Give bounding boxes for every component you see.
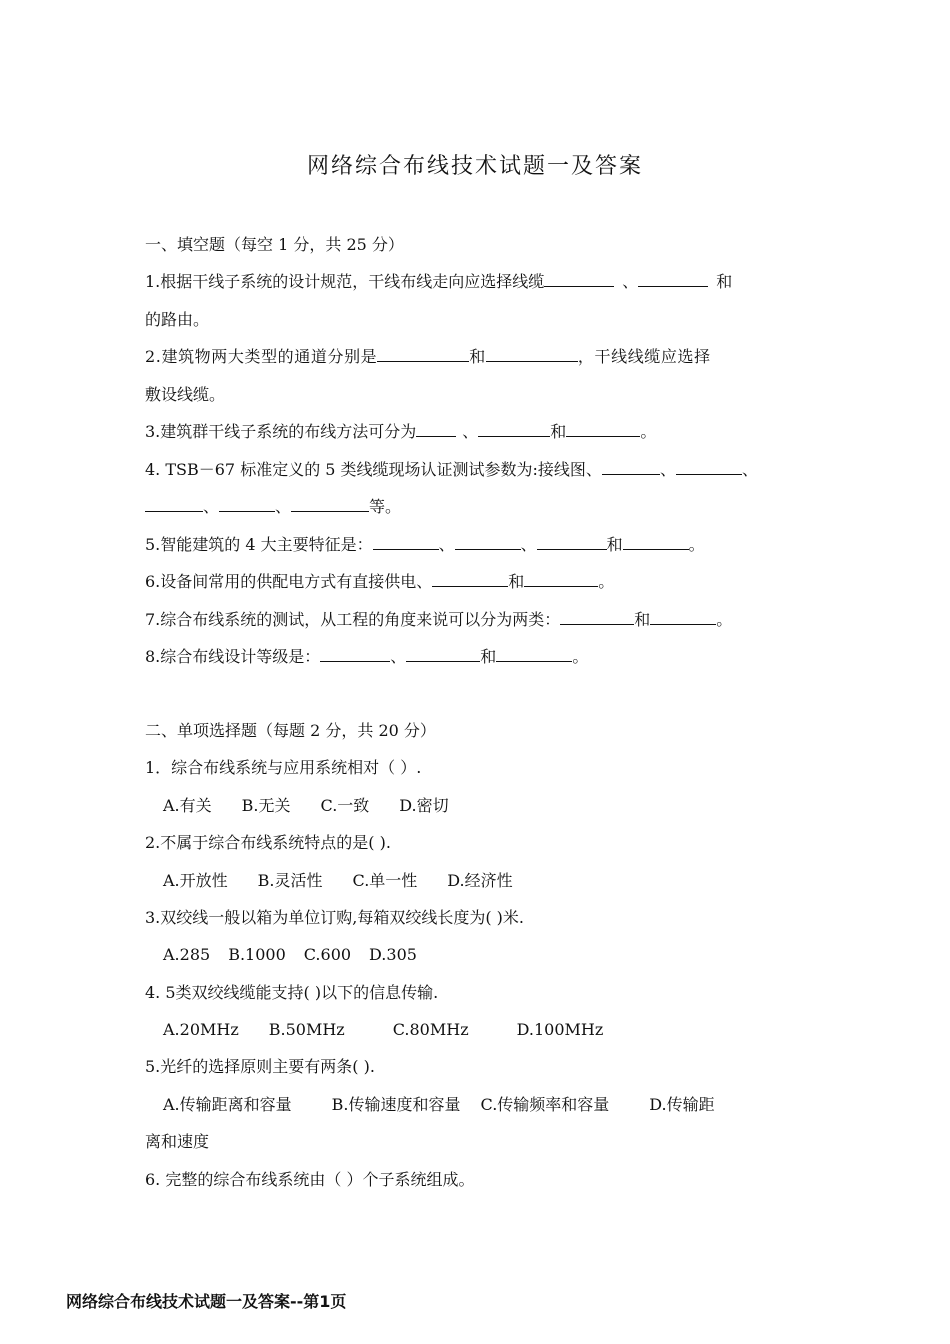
answer-blank[interactable] xyxy=(496,646,572,662)
mc-question-5: 5.光纤的选择原则主要有两条( ). xyxy=(145,1057,375,1076)
answer-blank[interactable] xyxy=(602,459,660,475)
option-a[interactable]: A.285 xyxy=(163,945,211,964)
option-d[interactable]: D.传输距 xyxy=(649,1095,715,1114)
mc-question-5-options xyxy=(163,1094,828,1116)
option-b[interactable]: B.传输速度和容量 xyxy=(331,1095,461,1114)
question-4-line2: 、 、 等。 xyxy=(145,496,810,518)
option-b[interactable]: B.无关 xyxy=(241,796,291,815)
question-4-line1: 4. TSB－67 标准定义的 5 类线缆现场认证测试参数为:接线图、 、 、 xyxy=(145,460,758,479)
answer-blank[interactable] xyxy=(566,421,640,437)
mc-question-3: 3.双绞线一般以箱为单位订购,每箱双绞线长度为( )米. xyxy=(145,908,525,927)
document-title: 网络综合布线技术试题一及答案 xyxy=(306,154,643,179)
answer-blank[interactable] xyxy=(219,496,275,512)
option-d[interactable]: D.100MHz xyxy=(516,1020,604,1039)
question-2-line2: 敷设线缆。 xyxy=(145,385,226,404)
option-b[interactable]: B.1000 xyxy=(228,945,286,964)
question-8: 8.综合布线设计等级是： 、 和 。 xyxy=(145,647,589,666)
option-c[interactable]: C.一致 xyxy=(320,796,370,815)
option-a[interactable]: A.20MHz xyxy=(163,1020,239,1039)
option-d[interactable]: D.305 xyxy=(369,945,417,964)
option-a[interactable]: A.有关 xyxy=(163,796,212,815)
mc-question-4-options xyxy=(163,1019,828,1041)
option-b[interactable]: B.50MHz xyxy=(268,1020,345,1039)
option-d[interactable]: D.密切 xyxy=(399,796,449,815)
question-1-line1: 1.根据干线子系统的设计规范，干线布线走向应选择线缆 、 和 xyxy=(145,272,733,291)
answer-blank[interactable] xyxy=(623,534,689,550)
mc-question-1: 1．综合布线系统与应用系统相对（ ）. xyxy=(145,758,422,777)
question-3: 3.建筑群干线子系统的布线方法可分为 、 和 。 xyxy=(145,422,657,441)
option-c[interactable]: C.80MHz xyxy=(392,1020,469,1039)
answer-blank[interactable] xyxy=(406,646,480,662)
option-d[interactable]: D.经济性 xyxy=(447,871,513,890)
mc-question-4: 4. 5类双绞线缆能支持( )以下的信息传输. xyxy=(145,983,439,1002)
mc-question-2-options xyxy=(163,870,828,892)
answer-blank[interactable] xyxy=(486,346,578,362)
section1-heading: 一、填空题（每空 1 分，共 25 分） xyxy=(145,235,404,254)
question-1-line2: 的路由。 xyxy=(145,310,210,329)
mc-question-2: 2.不属于综合布线系统特点的是( ). xyxy=(145,833,391,852)
answer-blank[interactable] xyxy=(320,646,390,662)
mc-question-5-continued: 离和速度 xyxy=(145,1132,210,1151)
answer-blank[interactable] xyxy=(478,421,550,437)
answer-blank[interactable] xyxy=(676,459,742,475)
answer-blank[interactable] xyxy=(544,271,614,287)
answer-blank[interactable] xyxy=(560,609,634,625)
answer-blank[interactable] xyxy=(145,496,203,512)
mc-question-3-options xyxy=(163,944,828,966)
option-b[interactable]: B.灵活性 xyxy=(257,871,323,890)
question-2-line1: 2.建筑物两大类型的通道分别是 和 ，干线线缆应选择 xyxy=(145,347,711,366)
answer-blank[interactable] xyxy=(432,571,508,587)
answer-blank[interactable] xyxy=(524,571,598,587)
option-c[interactable]: C.600 xyxy=(303,945,352,964)
question-6: 6.设备间常用的供配电方式有直接供电、 和 。 xyxy=(145,572,615,591)
question-7: 7.综合布线系统的测试，从工程的角度来说可以分为两类： 和 。 xyxy=(145,610,733,629)
question-5: 5.智能建筑的 4 大主要特征是： 、 、 和 。 xyxy=(145,535,705,554)
answer-blank[interactable] xyxy=(291,496,369,512)
page-footer: 网络综合布线技术试题一及答案--第1页 xyxy=(66,1292,347,1311)
option-a[interactable]: A.传输距离和容量 xyxy=(163,1095,292,1114)
mc-question-1-options xyxy=(163,795,828,817)
answer-blank[interactable] xyxy=(638,271,708,287)
answer-blank[interactable] xyxy=(537,534,607,550)
option-a[interactable]: A.开放性 xyxy=(163,871,228,890)
answer-blank[interactable] xyxy=(455,534,521,550)
option-c[interactable]: C.传输频率和容量 xyxy=(480,1095,610,1114)
answer-blank[interactable] xyxy=(373,534,439,550)
section2-heading: 二、单项选择题（每题 2 分，共 20 分） xyxy=(145,721,436,740)
answer-blank[interactable] xyxy=(377,346,469,362)
option-c[interactable]: C.单一性 xyxy=(352,871,418,890)
mc-question-6: 6. 完整的综合布线系统由（ ）个子系统组成。 xyxy=(145,1170,475,1189)
answer-blank[interactable] xyxy=(650,609,716,625)
answer-blank[interactable] xyxy=(416,421,456,437)
